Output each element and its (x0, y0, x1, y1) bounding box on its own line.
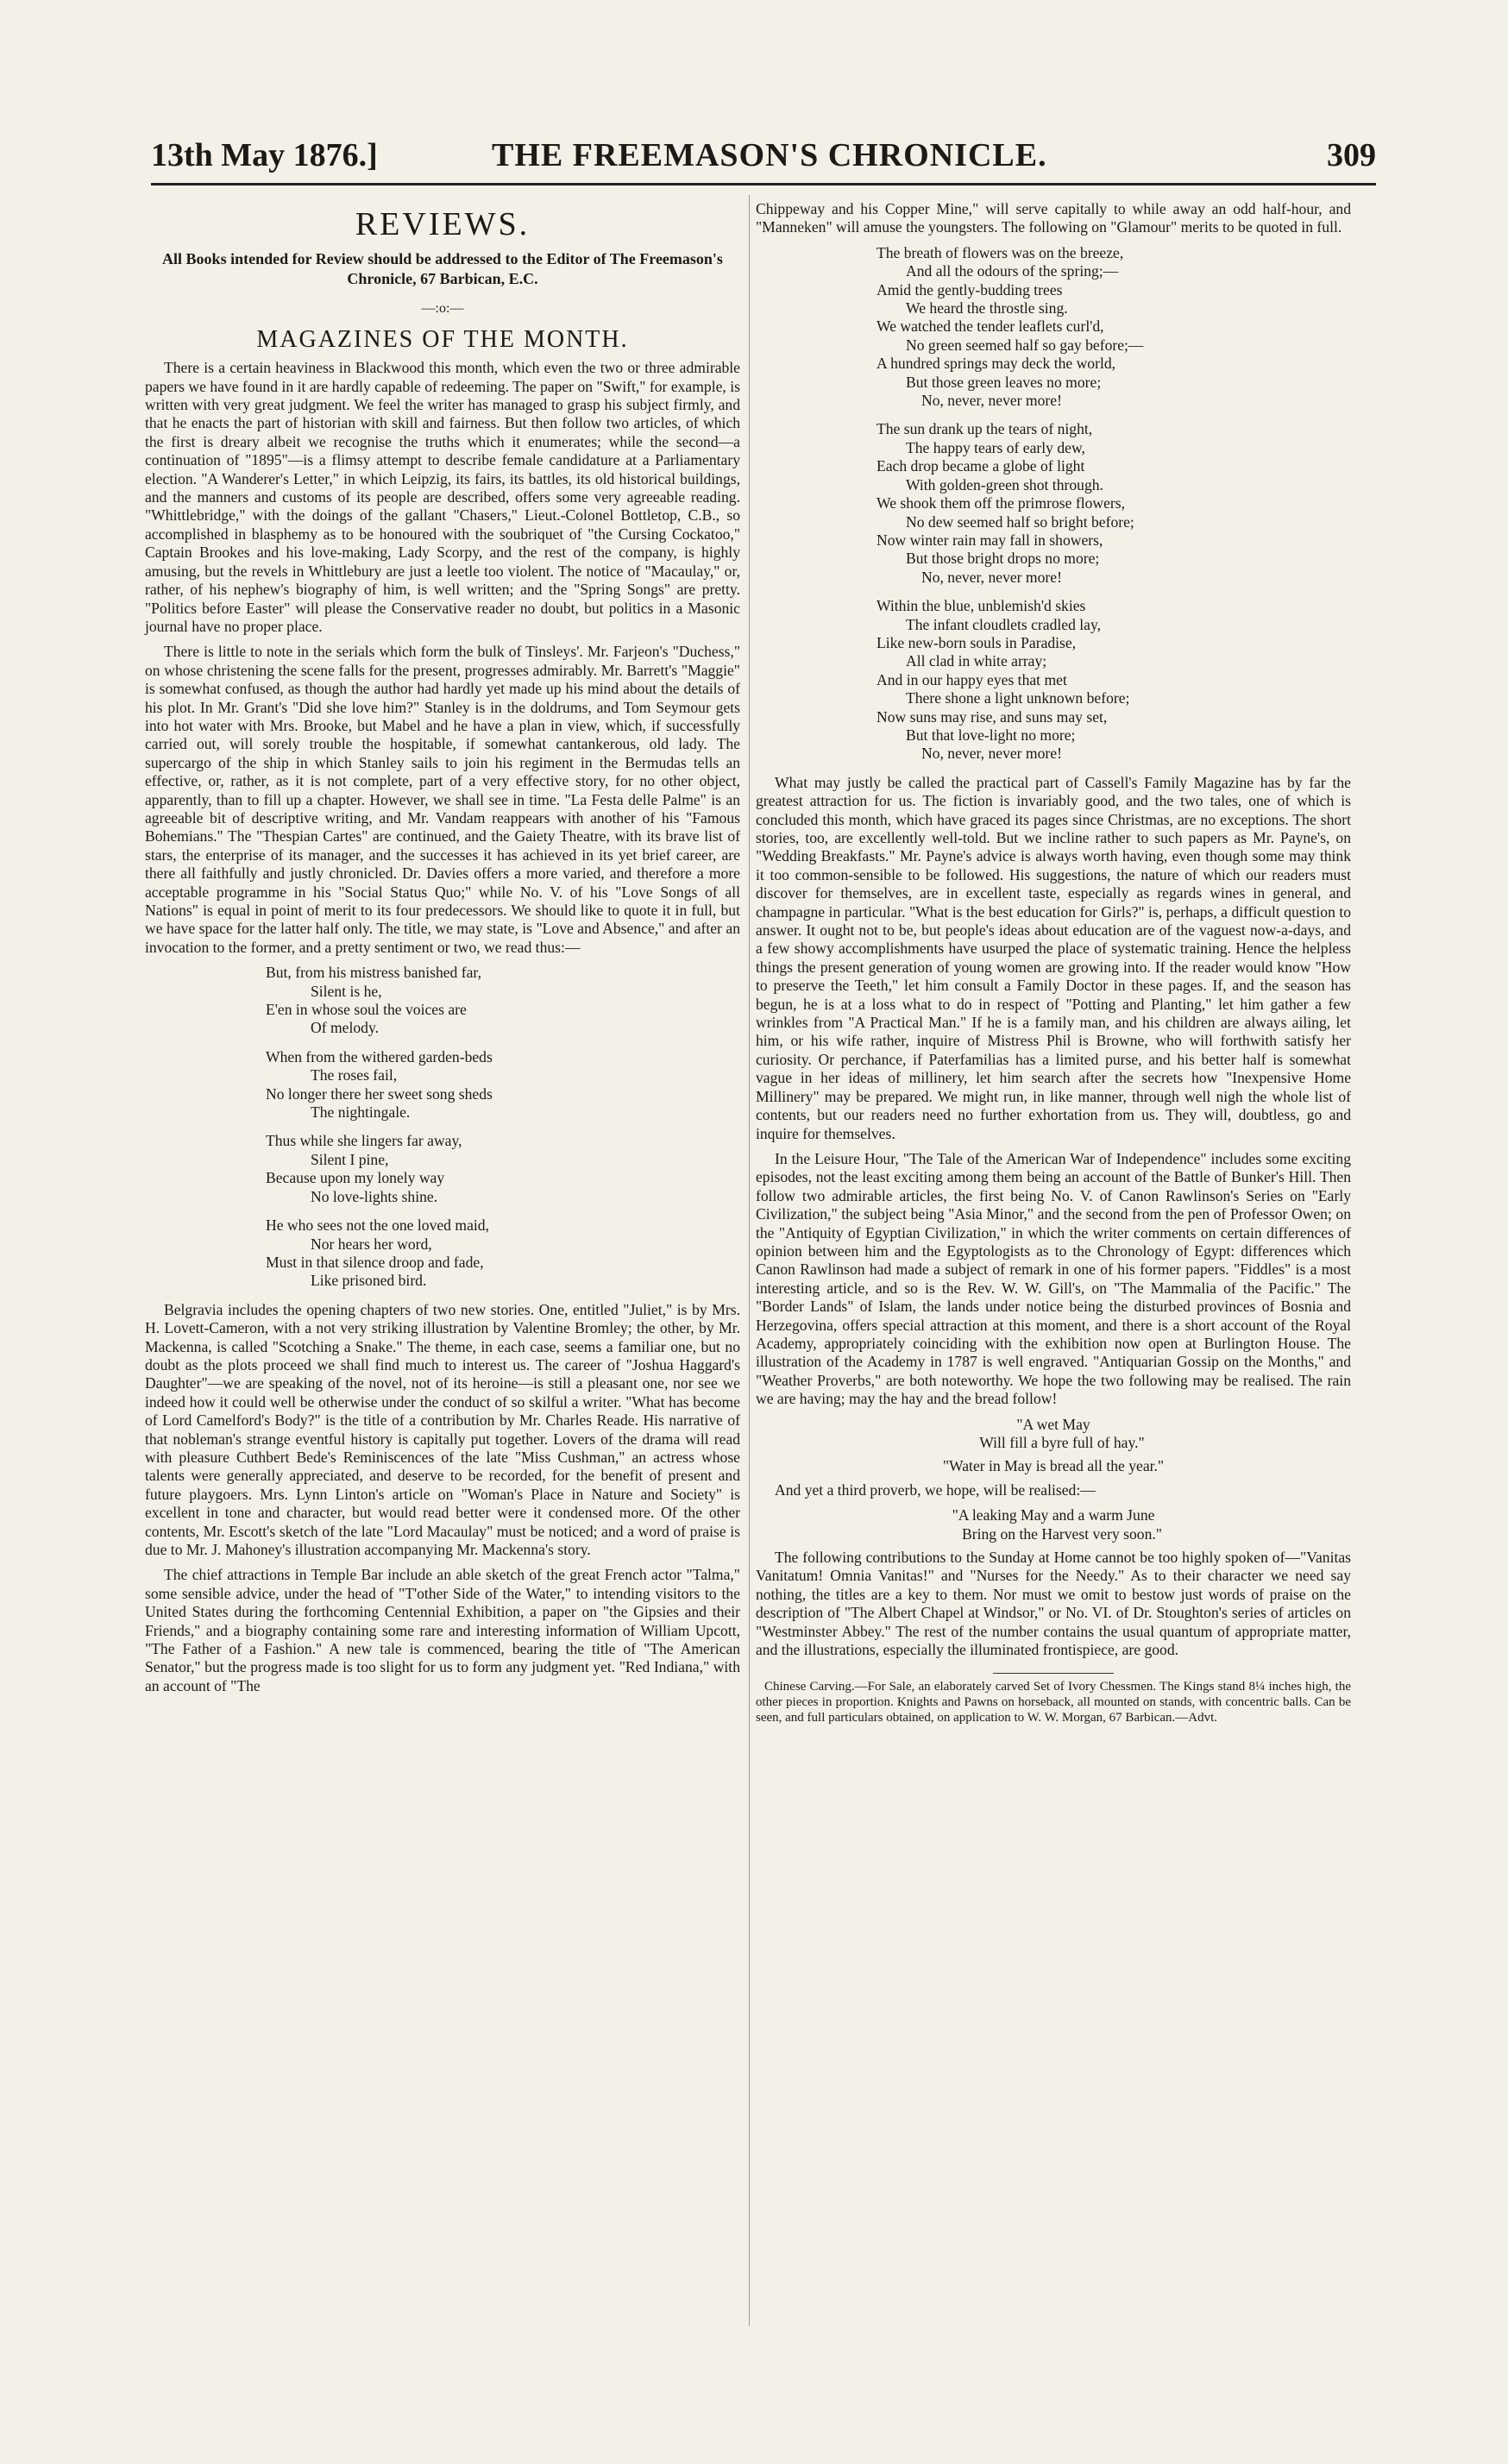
left-paragraphs (145, 359, 740, 957)
poem-line: Must in that silence droop and fade, (266, 1253, 484, 1271)
poem-line: But that love-light no more; (906, 726, 1076, 744)
right-paragraph: What may justly be called the practical part of Cassell's Family Magazine has by far the greatest attraction for us. The fiction is invariably good, and the two tales, one of which is concluded this month, which have graced its pages since Christmas, are no exceptions. The short stories, too, are excellently well-told. But we incline rather to such papers as Mr. Payne's, on "Wedding Breakfasts." Mr. Payne's advice is always worth having, even though some may think it too common-sensible to be followed. His suggestions, the nature of which our readers must discover for themselves, are in excellent taste, especially as regards wines in general, and champagne in particular. "What is the best education for Girls?" is, perhaps, a difficult question to answer. It ought not to be, but people's ideas about education are of the vaguest now-a-days, and a few showy accomplishments have usurped the place of systematic training. Hence the helpless things the present generation of young women are growing into. If the reader would know "How to preserve the Teeth," let him consult a Family Doctor in these pages. If, and the season has begun, he is at a loss what to do in respect of "Potting and Planting," let him gather a few wrinkles from "A Practical Man." If he is a family man, and his children are always ailing, let him, or his wife rather, inquire of Mistress Phil is Browne, who will forthwith satisfy her curiosity. Or perchance, if Paterfamilias has a limited purse, and his better half is somewhat vague in her ideas of millinery, let him search after the secrets how "Inexpensive Home Millinery" may be prepared. We might run, in like manner, through well nigh the whole list of contents, but our readers need no further exhortation from us. They will, doubtless, go and inquire for themselves. (756, 773, 1351, 1142)
right-paragraphs (756, 774, 1351, 1409)
right-intro: Chippeway and his Copper Mine," will serve capitally to while away an odd half-hour, and "Manneken" will amuse the youngsters. The following on "Glamour" merits to be quoted in full. (756, 200, 1351, 236)
reviews-notice: All Books intended for Review should be addressed to the Editor of The Freemason's Chronicle, 67 Barbican, E.C. (162, 250, 723, 288)
poem-stanza (877, 420, 1351, 587)
left-paragraph: There is a certain heaviness in Blackwood this month, which even the two or three admirable papers we have found in it are hardly capable of redeeming. The paper on "Swift," for example, is written with very great judgment. We feel the writer has managed to grasp his subject firmly, and that he enacts the part of historian with skill and fairness. But then follow two articles, of which the first is dreary albeit we recognise the truths which it enumerates; while the second—a continuation of "1895"—is a flimsy attempt to describe female candidature at a Parliamentary election. "A Wanderer's Letter," in which Leipzig, its fairs, its battles, its old historical buildings, and the manners and customs of its people are described, offers some very agreeable reading. "Whittlebridge," with the doings of the gallant "Chasers," Lieut.-Colonel Bottletop, C.B., so accomplished in blasphemy as to be honoured with the soubriquet of "the Cursing Cockatoo," Captain Brookes and his love-making, Lady Scorpy, and the rest of the company, is highly amusing, but the revels in Whittlebury are just a leetle too violent. The notice of "Macaulay," or, rather, of his nephew's biography of him, is well written; and the "Spring Songs" are pretty. "Politics before Easter" will please the Conservative reader no doubt, but politics in a Masonic journal have no proper place. (145, 359, 740, 635)
poem-line: The infant cloudlets cradled lay, (906, 615, 1102, 633)
poem-line: The sun drank up the tears of night, (877, 420, 1093, 438)
header-page-number: 309 (1327, 137, 1376, 173)
ornament-divider: —:o:— (421, 301, 464, 317)
poem-line: The roses fail, (311, 1066, 398, 1084)
poem-line: But, from his mistress banished far, (266, 964, 481, 982)
proverb-line: "A wet May (1016, 1415, 1090, 1433)
poem-line: No green seemed half so gay before;— (906, 336, 1144, 354)
poem-line: Each drop became a globe of light (877, 457, 1085, 475)
poem-line: No longer there her sweet song sheds (266, 1084, 493, 1103)
poem-line: There shone a light unknown before; (906, 689, 1130, 707)
poem-line: And all the odours of the spring;— (906, 262, 1119, 280)
poem-line: We shook them off the primrose flowers, (877, 494, 1126, 512)
poem-line: But those bright drops no more; (906, 550, 1100, 568)
left-paragraph: There is little to note in the serials which form the bulk of Tinsleys'. Mr. Farjeon's "Duchess," on whose christening the scene falls for the present, progresses admirably. Mr. Barrett's "Maggie" is somewhat confused, as though the author had hardly yet made up his mind about the details of his plot. In Mr. Grant's "Did she love him?" Stanley is in the doldrums, and Tom Seymour gets into hot water with Mrs. Brooke, but Mabel and he have a plan in view, which, if successfully carried out, will sorely trouble the hospitable, if somewhat cantankerous, old lady. The supercargo of the ship in which Stanley sails to join his regiment in the Bermudas tells an effective, or, rather, as it is not complete, part of a very effective story, for no other object, apparently, than to fill up a chapter. However, we shall see in time. "La Festa delle Palme" is an agreeable bit of descriptive writing, and Mr. Vandam reappears with another of his "Famous Bohemians." The "Thespian Cartes" are continued, and the Gaiety Theatre, with its brave list of stars, the enterprise of its manager, and the successes it has achieved in its yet brief career, are there all faithfully and justly chronicled. Dr. Davies offers a more varied, and therefore a more acceptable programme in his "Social Status Quo;" while No. V. of his "Love Songs of all Nations" is equal in point of merit to its four predecessors. We should like to quote it in full, but we have space for the latter half only. The title, we may state, is "Love and Absence," and after an invocation to the former, and a pretty sentiment or two, we read thus:— (145, 643, 740, 956)
poem-line: Now suns may rise, and suns may set, (877, 707, 1108, 726)
proverb-intro: And yet a third proverb, we hope, will be realised:— (775, 1480, 1096, 1499)
proverb-water-in-may: "Water in May is bread all the year." (942, 1457, 1165, 1475)
poem-stanza (266, 1048, 740, 1122)
poem-line: With golden-green shot through. (906, 475, 1103, 493)
advertisement-rule (993, 1673, 1114, 1674)
left-paragraphs-2 (145, 1301, 740, 1696)
proverb-line: "A leaking May and a warm June (952, 1506, 1155, 1524)
poem-love-and-absence (266, 964, 740, 1291)
right-column (756, 200, 1351, 1732)
proverb-leaking-may (756, 1506, 1351, 1543)
magazines-title: MAGAZINES OF THE MONTH. (256, 325, 629, 353)
header-title: THE FREEMASON'S CHRONICLE. (492, 137, 1047, 173)
poem-stanza (266, 1216, 740, 1291)
column-divider (749, 195, 750, 2326)
poem-line: Like prisoned bird. (311, 1272, 427, 1290)
advertisement: Chinese Carving.—For Sale, an elaborately carved Set of Ivory Chessmen. The Kings stand 8¼ inches high, the other pieces in proportion. Knights and Pawns on horseback, all mounted on stands, with concentric balls. Can be seen, and full particulars obtained, on application to W. W. Morgan, 67 Barbican.—Advt. (756, 1680, 1351, 1725)
poem-line: And in our happy eyes that met (877, 670, 1067, 688)
poem-stanza (266, 1132, 740, 1206)
right-paragraphs-2 (756, 1549, 1351, 1659)
poem-line: No, never, never more! (921, 568, 1062, 586)
poem-stanza (266, 964, 740, 1038)
poem-line: A hundred springs may deck the world, (877, 355, 1116, 373)
header-date: 13th May 1876.] (151, 137, 378, 173)
poem-line: Silent is he, (311, 982, 382, 1000)
poem-line: E'en in whose soul the voices are (266, 1001, 467, 1019)
poem-line: The happy tears of early dew, (906, 438, 1085, 456)
poem-line: All clad in white array; (906, 652, 1047, 670)
poem-line: No, never, never more! (921, 392, 1062, 410)
poem-line: No love-lights shine. (311, 1187, 438, 1205)
poem-line: The nightingale. (311, 1103, 411, 1122)
proverb-wet-may (756, 1416, 1351, 1453)
poem-line: We heard the throstle sing. (906, 299, 1068, 317)
poem-line: Nor hears her word, (311, 1235, 432, 1253)
reviews-title: REVIEWS. (355, 206, 531, 242)
poem-line: Amid the gently-budding trees (877, 280, 1063, 299)
poem-line: Because upon my lonely way (266, 1169, 445, 1187)
poem-line: We watched the tender leaflets curl'd, (877, 317, 1104, 336)
poem-line: When from the withered garden-beds (266, 1047, 493, 1065)
right-paragraph: The following contributions to the Sunday at Home cannot be too highly spoken of—"Vanitas Vanitatum! Omnia Vanitas!" and "Nurses for the Needy." As to their character we need say nothing, the titles are a key to them. Nor must we omit to bestow just words of praise on the description of "The Albert Chapel at Windsor," or No. VI. of Dr. Stoughton's series of articles on "Westminster Abbey." The rest of the number contains the usual quantum of appropriate matter, and the illustrations, especially the illuminated frontispiece, are good. (756, 1549, 1351, 1659)
proverb-line: Will fill a byre full of hay." (979, 1434, 1145, 1451)
poem-line: Within the blue, unblemish'd skies (877, 597, 1086, 615)
poem-line: But those green leaves no more; (906, 373, 1102, 391)
poem-line: No, never, never more! (921, 745, 1062, 763)
poem-line: The breath of flowers was on the breeze, (877, 243, 1124, 261)
poem-line: He who sees not the one loved maid, (266, 1216, 489, 1235)
poem-line: Thus while she lingers far away, (266, 1132, 462, 1150)
poem-glamour (877, 244, 1351, 764)
left-column (145, 200, 740, 1702)
left-paragraph: The chief attractions in Temple Bar include an able sketch of the great French actor "Talma," some sensible advice, under the head of "T'other Side of the Water," to intending visitors to the United States during the forthcoming Centennial Exhibition, a paper on "the Gipsies and their Friends," and a biography containing some rare and interesting information of William Upcott, "The Father of a Fashion." A new tale is commenced, bearing the title of "The American Senator," but the progress made is too slight for us to form any judgment yet. "Red Indiana," with an account of "The (145, 1566, 740, 1694)
poem-line: No dew seemed half so bright before; (906, 512, 1134, 531)
right-paragraph: In the Leisure Hour, "The Tale of the American War of Independence" includes some exciting episodes, not the least exciting among them being an account of the Battle of Bunker's Hill. Then follow two admirable articles, the first being No. V. of Canon Rawlinson's Series on "Early Civilization," the subject being "Asia Minor," and the second from the pen of Professor Owen; on the "Antiquity of Egyptian Civilization," in which the writer comments on certain differences of opinion between him and the Egyptologists as to the Chronology of Egypt: differences which Canon Rawlinson had made a subject of remark in one of his former papers. "Fiddles" is a most interesting article, and so is the Rev. W. W. Gill's, on "The Mammalia of the Pacific." The "Border Lands" of Islam, the lands under notice being the disturbed provinces of Bosnia and Herzegovina, offers special attraction at this moment, and there is a short account of the Royal Academy, appropriately coinciding with the exhibition now open at Burlington House. The illustration of the Academy in 1787 is well engraved. "Antiquarian Gossip on the Months," and "Weather Proverbs," are both noteworthy. We hope the two following may be realised. The rain we are having; may the hay and the bread follow! (756, 1149, 1351, 1408)
poem-line: Of melody. (311, 1019, 379, 1037)
proverb-line: Bring on the Harvest very soon." (962, 1524, 1162, 1543)
poem-stanza (877, 244, 1351, 411)
poem-line: Silent I pine, (311, 1150, 389, 1168)
poem-line: Like new-born souls in Paradise, (877, 633, 1077, 651)
poem-line: Now winter rain may fall in showers, (877, 531, 1103, 549)
page-header (151, 129, 1376, 185)
left-paragraph: Belgravia includes the opening chapters of two new stories. One, entitled "Juliet," is by Mrs. H. Lovett-Cameron, with a not very striking illustration by Valentine Bromley; the other, by Mr. Mackenna, is called "Scotching a Snake." The theme, in each case, seems a familiar one, but no doubt as the plots proceed we shall find much to interest us. The career of "Joshua Haggard's Daughter"—we are speaking of the novel, not of its heroine—is still a pleasant one, nor see we indeed how it could well be otherwise under the conduct of so skilful a writer. "What has become of Lord Camelford's Body?" is the title of a contribution by Mr. Charles Reade. His narrative of that nobleman's strange eventful history is capitally put together. Lovers of the drama will read with pleasure Cuthbert Bede's Reminiscences of the late "Miss Cushman," an actress whose talents were generally appreciated, and deserve to be recorded, for the benefit of present and future playgoers. Mrs. Lynn Linton's article on "Woman's Place in Nature and Society" is excellent in tone and character, but would read better were it condensed more. Of the other contents, Mr. Escott's sketch of the late "Lord Macaulay" must be noticed; and a word of praise is due to Mr. J. Mahoney's illustration accompanying Mr. Mackenna's story. (145, 1300, 740, 1558)
poem-stanza (877, 597, 1351, 764)
